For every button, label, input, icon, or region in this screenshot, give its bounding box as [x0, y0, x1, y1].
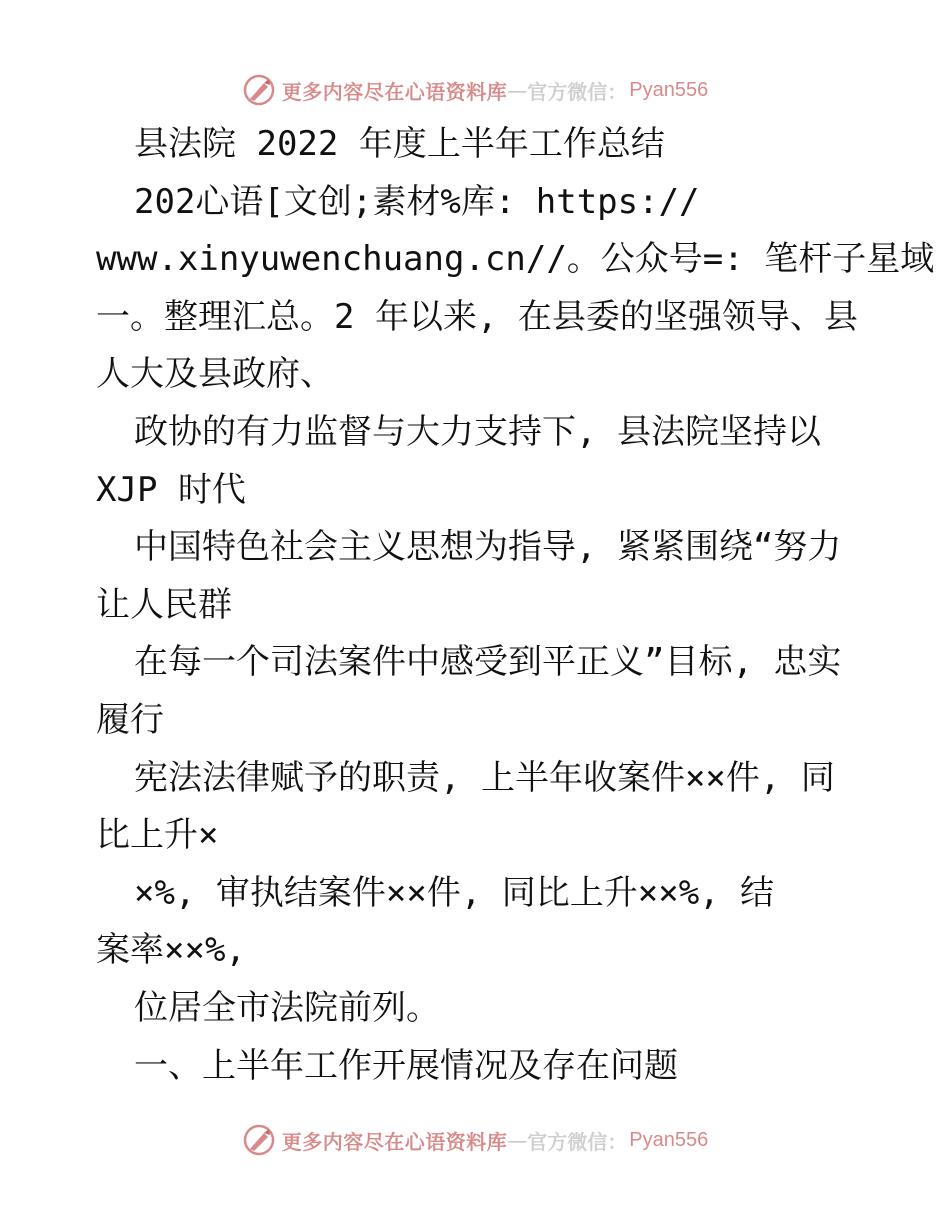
text-line: 宪法法律赋予的职责, 上半年收案件××件, 同: [134, 757, 835, 798]
text-line: ×%, 审执结案件××件, 同比上升××%, 结: [134, 872, 775, 913]
text-line: 比上升×: [96, 815, 219, 856]
text-line: 202心语[文创;素材%库: https://: [134, 181, 700, 222]
watermark-footer: [0, 1120, 950, 1160]
watermark-brand-text: 更多内容尽在心语资料库: [281, 79, 508, 104]
text-line: 让人民群: [96, 584, 232, 625]
text-line: 一。整理汇总。2 年以来, 在县委的坚强领导、县: [96, 296, 858, 337]
document-body: [96, 116, 935, 1095]
section-heading: 一、上半年工作开展情况及存在问题: [134, 1045, 678, 1086]
watermark-wechat-id: Pyan556: [629, 78, 709, 101]
text-line: www.xinyuwenchuang.cn//。公众号=: 笔杆子星域: [96, 239, 935, 280]
watermark-label: 官方微信：: [527, 79, 628, 104]
text-line: XJP 时代: [96, 469, 246, 510]
watermark-separator: —: [507, 78, 528, 102]
text-line: 案率××%,: [96, 930, 246, 971]
text-line: 在每一个司法案件中感受到平正义”目标, 忠实: [134, 642, 842, 683]
watermark-wechat-id: Pyan556: [629, 1128, 709, 1151]
text-line: 履行: [96, 699, 164, 740]
watermark-separator: —: [507, 1128, 528, 1152]
text-line: 位居全市法院前列。: [134, 987, 440, 1028]
feather-pen-logo-icon: [242, 1123, 276, 1157]
watermark-label: 官方微信：: [527, 1129, 628, 1154]
text-line: 人大及县政府、: [96, 354, 334, 395]
watermark-header: [0, 70, 950, 110]
text-line: 中国特色社会主义思想为指导, 紧紧围绕“努力: [134, 527, 842, 568]
text-line: 政协的有力监督与大力支持下, 县法院坚持以: [134, 411, 821, 452]
feather-pen-logo-icon: [242, 73, 276, 107]
document-title: 县法院 2022 年度上半年工作总结: [134, 124, 665, 164]
watermark-brand-text: 更多内容尽在心语资料库: [281, 1129, 508, 1154]
